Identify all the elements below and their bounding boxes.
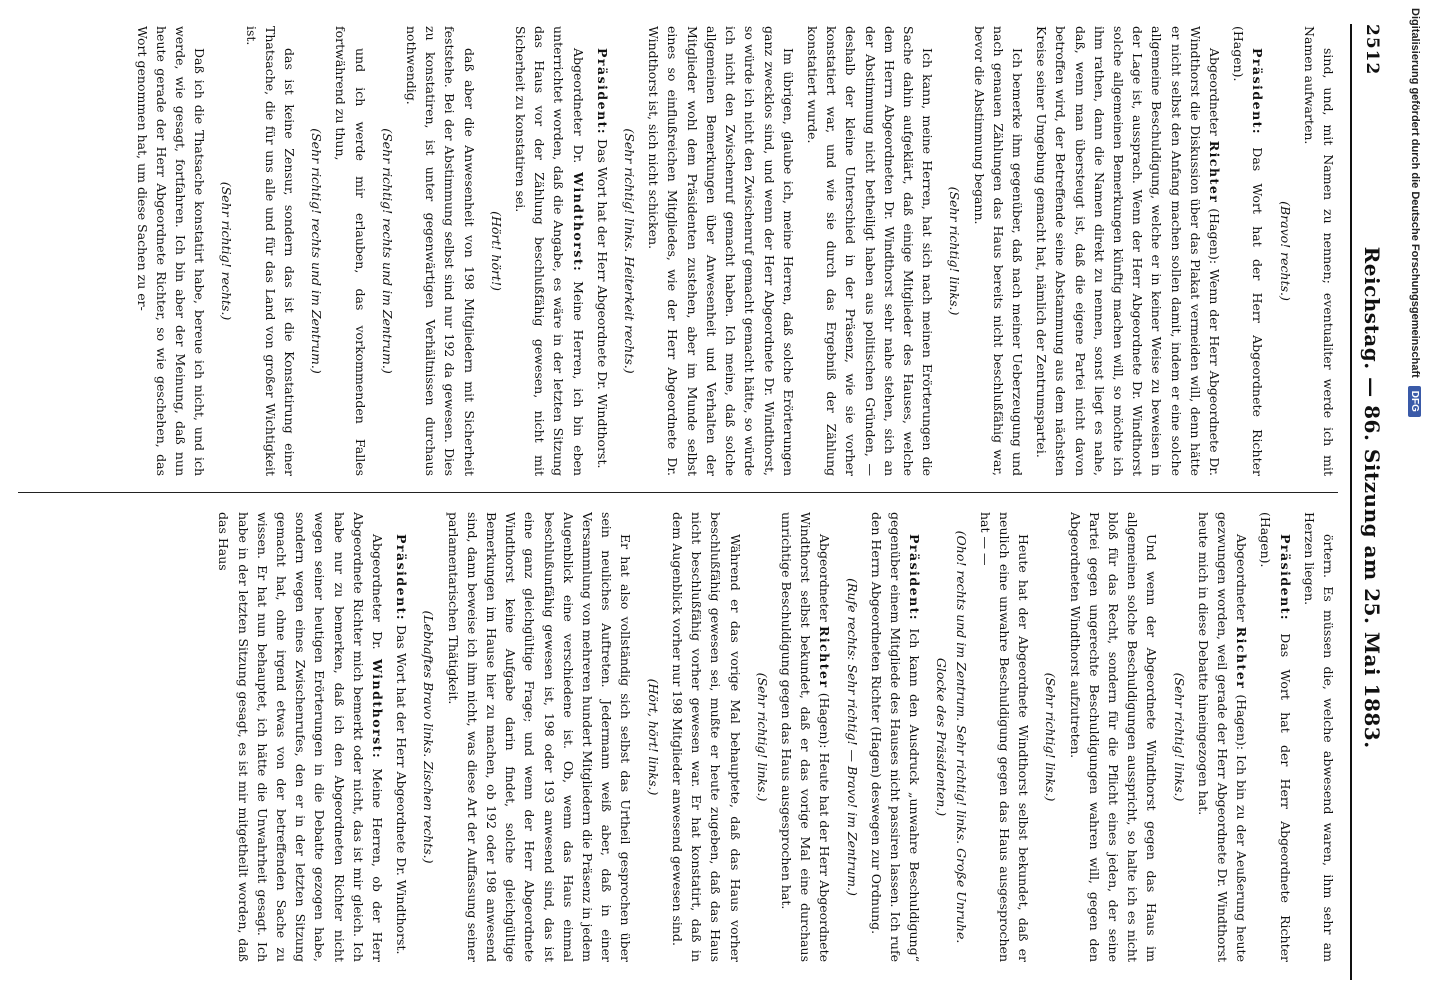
stage-direction: (Sehr richtig! links.) [947,186,963,316]
body-paragraph: Ich kann, meine Herren, hat sich nach meinen Erörterungen die Sache dahin aufgeklärt, daß einige Mitglieder des Hauses, welche dem Herrn Abgeordneten Dr. Windthorst sehr nahe stehen, sich an der Abstimmung nicht betheiligt haben aus politischen Gründen, — deshalb der kleine Unterschied in der Präsenz, wie sie vorher konstatiert war, und wie sie durch das Ergebniß der Zählung konstatiert wurde. [804,26,936,476]
speech-text: (Hagen): Ich bin zu der Aeußerung heute gezwungen worden, weil gerade der Herr Abgeordnete Dr. Windthorst heute mich in diese Debatte hineingezogen hat. [1195,512,1250,962]
speaker-name: Präsident: [594,48,610,136]
speech-paragraph [593,26,612,476]
speech-paragraph [867,512,925,962]
stage-direction: (Hört! hört!) [488,211,504,291]
stage-direction: (Lebhaftes Bravo links. Zischen rechts.) [421,610,437,864]
dfg-credit-strip [1402,8,1428,998]
speaker-name: Richter [1234,626,1250,690]
speaker-name: Präsident: [394,534,410,622]
speech-text: Ich kann den Ausdruck „unwahre Beschuldigung“ gegenüber einem Mitgliede des Hauses nicht passiren lassen. Ich rufe den Herrn Abgeordneten Richter (Hagen) deswegen zur Ordnung. [868,512,923,962]
speech-text: Meine Herren, ob der Herr Abgeordnete Richter mich bemerkt oder nicht, das ist mir gleich. Ich habe nur zu bemerken, daß ich den Abgeordneten Richter nicht wegen seiner heutigen Erörterungen in die Debatte gezogen habe, sondern wegen eines Zwischenrufes, den er in der letzten Sitzung gemacht hat, ohne irgend etwas von der betreffenden Sache zu wissen. Er hat nun behauptet, ich hätte die Unwahrheit gesagt. Ich habe in der letzten Sitzung gesagt, es ist mir mitgetheilt worden, daß das Haus [216,512,386,962]
speaker-name: Präsident: [907,534,923,622]
page-number: 2512 [1362,24,1382,76]
column-divider [18,492,1338,493]
speech-paragraph [1032,26,1224,476]
body-paragraph: Im übrigen, glaube ich, meine Herren, daß solche Erörterungen ganz zwecklos sind, und wenn der Herr Abgeordnete Dr. Windthorst, so würde ich nicht den Zwischenruf gemacht gemacht hätte, so würde ich nicht den Zwischenruf gemacht haben. Ich meine, daß solche allgemeinen Bemerkungen über Anwesenheit und Verhalten der Mitglieder wohl dem Präsidenten zustehen, aber im Munde selbst eines so einflußreichen Mitgliedes, wie der Herr Abgeordnete Dr. Windthorst ist, sich nicht schicken. [646,26,796,476]
body-paragraph: und ich werde mir erlauben, das vorkommenden Falles fortwährend zu thun, [333,26,368,476]
speech-text: Das Wort hat der Herr Abgeordnete Dr. Windthorst. [594,139,610,469]
running-title: Reichstag. — 86. Sitzung am 25. Mai 1883. [1360,246,1384,749]
body-paragraph: örtern. Es müssen die, welche abwesend waren, ihm sehr am Herzen liegen. [1301,512,1336,962]
speech-paragraph [777,512,835,962]
speech-text: Das Wort hat der Herr Abgeordnete Richter (Hagen). [1258,512,1293,962]
speaker-name: Präsident: [1250,48,1266,136]
speaker-prefix: Abgeordneter [817,534,833,622]
stage-direction: (Sehr richtig! links.) [1043,672,1059,802]
speaker-name: Richter [817,625,833,689]
body-paragraph: daß aber die Anwesenheit von 198 Mitgliedern mit Sicherheit feststehe. Bei der Abstimmung selbst sind nur 192 da gewesen. Dies zu konstatiren, ist unter gegenwärtigen Verhältnissen durchaus nothwendig. [404,26,477,476]
stage-direction: (Sehr richtig! links.) [754,672,770,802]
stage-direction: (Bravo! rechts.) [1277,201,1293,301]
speech-paragraph [1194,512,1252,962]
body-paragraph: das ist keine Zensur, sondern das ist die Konstatirung einer Thatsache, die für uns alle und für das Land von großer Wichtigkeit ist. [243,26,298,476]
speaker-prefix: Abgeordneter [1234,534,1250,622]
stage-direction: (Sehr richtig! links.) [1171,672,1187,802]
stage-direction: (Rufe rechts: Sehr richtig! — Bravo! im Zentrum.) [844,578,860,896]
speech-text: (Hagen): Wenn der Herr Abgeordnete Dr. Windthorst die Diskussion über das Plakat vermeiden will, denn hätte er nicht selbst den Anfang machen sollen damit, indem er eine solche allgemeine Beschuldigung, welche er in keiner Weise zu beweisen in der Lage ist, aussprach. Wenn der Herr Abgeordnete Dr. Windthorst solche allgemeinen Bemerkungen künftig machen will, so möchte ich ihm rathen, dann die Namen direkt zu nennen, sonst liegt es nahe, daß, wenn man übersteugt ist, daß die eigene Partei nicht davon betroffen wird, der Betreffende seine Abstammung aus dem nächsten Kreise seiner Umgebung gemacht hat, nämlich der Zentrumspartei. [1034,26,1222,476]
body-paragraph: Heute hat der Abgeordnete Windthorst selbst bekundet, daß er neulich eine unwahre Beschuldigung gegen das Haus ausgesprochen hat — — [977,512,1032,962]
credit-label: Digitalisierung gefördert durch die Deutsche Forschungsgemeinschaft [1409,8,1421,378]
speaker-prefix: Abgeordneter Dr. [370,534,386,650]
body-paragraph: sind, und, mit Namen zu nennen; eventualiter werde ich mit Namen aufwarten. [1301,26,1336,476]
speech-paragraph [214,512,387,962]
speaker-name: Windthorst: [570,172,586,273]
stage-direction: (Sehr richtig! rechts und im Zentrum.) [309,128,325,374]
speech-text: Das Wort hat der Herr Abgeordnete Dr. Windthorst. [394,625,410,955]
speech-text: (Hagen): Heute hat der Herr Abgeordnete Windthorst selbst bekundet, daß er das vorige Mal eine durchaus unrichtige Beschuldigung gegen das Haus ausgesprochen hat. [778,512,833,962]
body-paragraph: Während er das vorige Mal behauptete, daß das Haus vorher beschlußfähig gewesen sei, mußte er heute zugeben, daß das Haus nicht beschlußfähig vorher gewesen war. Er hat konstatirt, daß in dem Augenblick vorher nur 198 Mitglieder anwesend gewesen sind. [669,512,743,962]
speaker-name: Präsident: [1277,534,1293,622]
stage-direction: (Sehr richtig! rechts und im Zentrum.) [379,128,395,374]
body-paragraph: Und wenn der Abgeordnete Windthorst gegen das Haus im allgemeinen solche Beschuldigungen ausspricht, so halte ich es nicht bloß für das Recht, sondern für die Pflicht eines jeden, der seine Partei gegen ungerechte Beschuldigungen wahren will, gegen den Abgeordneten Windthorst aufzutreten. [1067,512,1160,962]
body-paragraph: Daß ich die Thatsache konstatirt habe, bereue ich nicht, und ich werde, wie gesagt, fortfahren. Ich bin aber der Meinung, daß nun heute gerade der Herr Abgeordnete Richter, so wie geschehen, das Wort genommen hat, um diese Sachen zu er- [134,26,208,476]
stage-direction: (Oho! rechts und im Zentrum. Sehr richtig! links. Große Unruhe. Glocke des Präsidenten.) [934,530,969,944]
dfg-credit-text [1402,8,1428,998]
dfg-logo: DFG [1409,386,1422,417]
speaker-name: Windthorst: [370,658,386,760]
speech-text: Meine Herren, ich bin eben unterrichtet worden, daß die Angabe, es wäre in der letzten Sitzung das Haus vor der Zählung beschlußfähig gewesen, nicht mit Sicherheit zu konstatiren sei. [513,26,586,476]
right-column [18,512,1338,962]
left-column [18,26,1338,476]
speech-paragraph [1229,26,1267,476]
speaker-name: Richter [1206,140,1222,204]
body-paragraph: Ich bemerke ihm gegenüber, daß nach meiner Ueberzeugung und nach genauen Zählungen das Haus bereits nicht beschlußfähig war, bevor die Abstimmung begann. [971,26,1025,476]
page-header [1350,24,1392,980]
stage-direction: (Sehr richtig! rechts.) [219,181,235,321]
speech-paragraph [392,512,411,962]
speech-paragraph [1256,512,1294,962]
speech-paragraph [511,26,588,476]
speaker-prefix: Abgeordneter [1206,48,1222,136]
stage-direction: (Hört, hört! links.) [645,678,661,796]
body-paragraph: Er hat also vollständig sich selbst das Urtheil gesprochen über sein neuliches Auftreten. Jedermann weiß aber, daß in einer Versammlung von mehreren hundert Mitgliedern die Präsenz in jedem Augenblick eine verschiedene ist. Ob, wenn das Haus einmal beschlußunfähig gewesen ist, 198 oder 193 anwesend sind, das ist eine ganz gleichgültige Frage; und wenn der Herr Abgeordnete Windthorst keine Aufgabe darin findet, solche gleichgültige Bemerkungen im Hause hier zu machen, ob 192 oder 198 anwesend sind, dann beweise ich ihm nicht, was diese Art der Auffassung seiner parlamentarischen Thätigkeit. [445,512,634,962]
speech-text: Das Wort hat der Herr Abgeordnete Richter (Hagen). [1231,26,1266,476]
speaker-prefix: Abgeordneter Dr. [570,48,586,164]
stage-direction: (Sehr richtig! links. Heiterkeit rechts.) [622,128,638,374]
